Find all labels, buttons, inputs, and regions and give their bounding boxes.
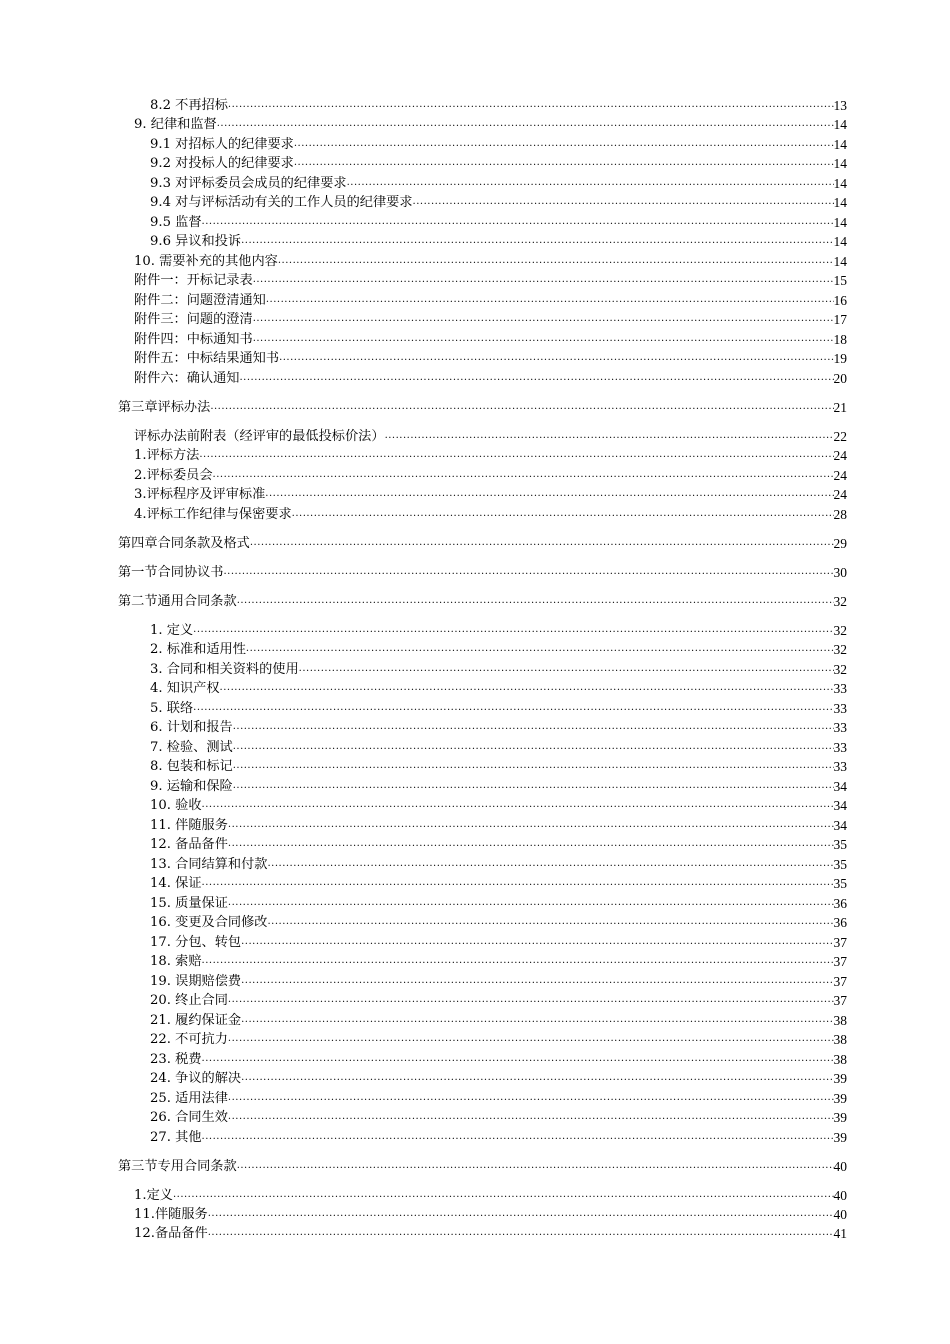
toc-entry-page-number: 37 <box>833 935 847 950</box>
toc-entry-page-number: 39 <box>833 1130 847 1145</box>
dot-leader <box>202 798 834 810</box>
dot-leader <box>299 662 834 674</box>
toc-entry-title: 第三章评标办法 <box>118 400 211 415</box>
toc-entry-title: 1.评标方法 <box>134 448 200 463</box>
toc-entry[interactable] <box>150 872 847 891</box>
toc-entry-title: 2. 标准和适用性 <box>150 642 246 657</box>
toc-entry-page-number: 13 <box>833 98 847 113</box>
dot-leader <box>193 623 833 635</box>
toc-entry-title: 25. 适用法律 <box>150 1091 228 1106</box>
toc-entry-title: 17. 分包、转包 <box>150 935 242 950</box>
toc-entry[interactable] <box>118 561 847 580</box>
toc-entry[interactable] <box>150 638 847 657</box>
toc-entry[interactable] <box>150 833 847 852</box>
toc-entry-page-number: 21 <box>833 400 847 415</box>
toc-entry-page-number: 14 <box>833 117 847 132</box>
toc-entry-title: 16. 变更及合同修改 <box>150 915 268 930</box>
toc-entry[interactable] <box>150 931 847 950</box>
toc-entry-title: 3.评标程序及评审标准 <box>134 487 266 502</box>
toc-entry-page-number: 34 <box>833 779 847 794</box>
toc-entry-title: 第四章合同条款及格式 <box>118 536 250 551</box>
toc-entry[interactable] <box>150 775 847 794</box>
toc-entry[interactable] <box>150 152 847 171</box>
dot-leader <box>210 400 833 412</box>
dot-leader <box>202 1052 834 1064</box>
dot-leader <box>208 1207 834 1219</box>
toc-entry[interactable] <box>150 1048 847 1067</box>
toc-entry-page-number: 35 <box>833 837 847 852</box>
toc-entry-page-number: 14 <box>833 176 847 191</box>
toc-entry-title: 第三节专用合同条款 <box>118 1159 237 1174</box>
toc-entry[interactable] <box>150 892 847 911</box>
toc-entry[interactable] <box>150 1106 847 1125</box>
toc-entry-page-number: 33 <box>833 759 847 774</box>
toc-entry-page-number: 14 <box>833 156 847 171</box>
dot-leader <box>385 429 834 441</box>
dot-leader <box>253 312 834 324</box>
toc-entry-title: 13. 合同结算和付款 <box>150 857 268 872</box>
toc-entry[interactable] <box>118 532 847 551</box>
toc-entry[interactable] <box>150 794 847 813</box>
dot-leader <box>278 254 834 266</box>
toc-entry[interactable] <box>134 347 847 366</box>
toc-entry-page-number: 33 <box>833 740 847 755</box>
dot-leader <box>241 974 833 986</box>
toc-entry[interactable] <box>150 911 847 930</box>
toc-entry-title: 14. 保证 <box>150 876 202 891</box>
toc-entry[interactable] <box>134 425 847 444</box>
toc-entry-title: 26. 合同生效 <box>150 1110 228 1125</box>
toc-entry-title: 11.伴随服务 <box>134 1207 208 1222</box>
toc-entry-title: 5. 联络 <box>150 701 194 716</box>
toc-entry-page-number: 14 <box>833 137 847 152</box>
dot-leader <box>217 117 834 129</box>
dot-leader <box>241 935 833 947</box>
toc-entry[interactable] <box>134 1203 847 1222</box>
toc-entry-title: 19. 误期赔偿费 <box>150 974 242 989</box>
toc-entry[interactable] <box>150 94 847 113</box>
toc-entry-page-number: 38 <box>833 1032 847 1047</box>
toc-entry-page-number: 33 <box>833 681 847 696</box>
dot-leader <box>240 371 834 383</box>
dot-leader <box>241 1013 833 1025</box>
toc-entry[interactable] <box>134 250 847 269</box>
toc-entry-title: 附件五：中标结果通知书 <box>134 351 280 366</box>
dot-leader <box>347 176 834 188</box>
toc-entry[interactable] <box>150 970 847 989</box>
dot-leader <box>228 1110 834 1122</box>
toc-entry[interactable] <box>134 367 847 386</box>
toc-entry-title: 9.2 对投标人的纪律要求 <box>150 156 294 171</box>
dot-leader <box>224 565 834 577</box>
toc-entry[interactable] <box>150 755 847 774</box>
toc-entry-page-number: 29 <box>833 536 847 551</box>
toc-entry-page-number: 39 <box>833 1091 847 1106</box>
toc-entry[interactable] <box>150 1087 847 1106</box>
toc-entry-title: 9.3 对评标委员会成员的纪律要求 <box>150 176 347 191</box>
dot-leader <box>199 448 833 460</box>
toc-entry-page-number: 18 <box>833 332 847 347</box>
toc-entry-title: 6. 计划和报告 <box>150 720 233 735</box>
toc-entry[interactable] <box>150 1067 847 1086</box>
toc-entry-page-number: 32 <box>833 662 847 677</box>
toc-entry[interactable] <box>150 211 847 230</box>
toc-entry-title: 12.备品备件 <box>134 1226 208 1241</box>
toc-entry-page-number: 30 <box>833 565 847 580</box>
toc-entry-title: 9.4 对与评标活动有关的工作人员的纪律要求 <box>150 195 413 210</box>
toc-entry-page-number: 38 <box>833 1052 847 1067</box>
dot-leader <box>246 642 834 654</box>
toc-entry[interactable] <box>134 289 847 308</box>
toc-entry[interactable] <box>134 1222 847 1241</box>
toc-entry-page-number: 40 <box>833 1159 847 1174</box>
toc-entry-title: 附件二：问题澄清通知 <box>134 293 266 308</box>
dot-leader <box>267 915 833 927</box>
toc-entry-page-number: 39 <box>833 1110 847 1125</box>
toc-entry[interactable] <box>134 464 847 483</box>
toc-entry-page-number: 36 <box>833 915 847 930</box>
toc-entry[interactable] <box>134 328 847 347</box>
toc-entry-page-number: 14 <box>833 195 847 210</box>
dot-leader <box>413 195 834 207</box>
dot-leader <box>292 507 834 519</box>
toc-entry-page-number: 22 <box>833 429 847 444</box>
toc-entry-title: 9.1 对招标人的纪律要求 <box>150 137 294 152</box>
dot-leader <box>228 818 834 830</box>
toc-entry-page-number: 14 <box>833 234 847 249</box>
toc-entry-title: 24. 争议的解决 <box>150 1071 242 1086</box>
dot-leader <box>208 1226 834 1238</box>
dot-leader <box>202 1130 834 1142</box>
toc-entry-title: 10. 需要补充的其他内容 <box>134 254 278 269</box>
toc-entry-title: 评标办法前附表（经评审的最低投标价法） <box>134 429 385 444</box>
toc-entry-page-number: 37 <box>833 974 847 989</box>
toc-entry[interactable] <box>150 1028 847 1047</box>
toc-entry-page-number: 19 <box>833 351 847 366</box>
toc-entry-title: 第一节合同协议书 <box>118 565 224 580</box>
dot-leader <box>241 1071 833 1083</box>
toc-entry[interactable] <box>150 619 847 638</box>
dot-leader <box>250 536 834 548</box>
toc-entry-page-number: 37 <box>833 954 847 969</box>
dot-leader <box>233 779 834 791</box>
toc-entry[interactable] <box>150 950 847 969</box>
toc-entry-page-number: 39 <box>833 1071 847 1086</box>
toc-entry[interactable] <box>150 853 847 872</box>
toc-entry-page-number: 34 <box>833 818 847 833</box>
toc-entry-title: 20. 终止合同 <box>150 993 228 1008</box>
dot-leader <box>228 98 834 110</box>
toc-entry-title: 附件六：确认通知 <box>134 371 240 386</box>
toc-entry[interactable] <box>134 269 847 288</box>
toc-entry-title: 10. 验收 <box>150 798 202 813</box>
toc-entry-title: 9. 纪律和监督 <box>134 117 217 132</box>
toc-entry-title: 12. 备品备件 <box>150 837 228 852</box>
toc-entry-title: 9. 运输和保险 <box>150 779 233 794</box>
toc-entry-page-number: 24 <box>833 448 847 463</box>
dot-leader <box>213 468 834 480</box>
toc-entry-title: 7. 检验、测试 <box>150 740 233 755</box>
toc-entry[interactable] <box>150 230 847 249</box>
toc-entry-title: 15. 质量保证 <box>150 896 228 911</box>
dot-leader <box>237 1159 834 1171</box>
dot-leader <box>228 837 834 849</box>
dot-leader <box>228 1091 834 1103</box>
toc-entry-page-number: 32 <box>833 642 847 657</box>
toc-entry-page-number: 28 <box>833 507 847 522</box>
toc-entry-page-number: 38 <box>833 1013 847 1028</box>
toc-entry-title: 21. 履约保证金 <box>150 1013 242 1028</box>
toc-entry-page-number: 32 <box>833 623 847 638</box>
dot-leader <box>228 896 834 908</box>
toc-entry[interactable] <box>134 444 847 463</box>
toc-entry-title: 11. 伴随服务 <box>150 818 228 833</box>
toc-entry-page-number: 40 <box>833 1207 847 1222</box>
dot-leader <box>241 234 833 246</box>
toc-entry-title: 18. 索赔 <box>150 954 202 969</box>
toc-entry[interactable] <box>150 1009 847 1028</box>
toc-entry-title: 8.2 不再招标 <box>150 98 228 113</box>
toc-entry[interactable] <box>150 677 847 696</box>
toc-entry[interactable] <box>150 814 847 833</box>
dot-leader <box>294 156 834 168</box>
toc-entry-title: 第二节通用合同条款 <box>118 594 237 609</box>
toc-entry-title: 1.定义 <box>134 1188 173 1203</box>
toc-entry-title: 8. 包装和标记 <box>150 759 233 774</box>
toc-entry-title: 4.评标工作纪律与保密要求 <box>134 507 292 522</box>
toc-entry[interactable] <box>134 1184 847 1203</box>
toc-entry-page-number: 24 <box>833 468 847 483</box>
toc-entry-page-number: 33 <box>833 720 847 735</box>
toc-entry-title: 附件一：开标记录表 <box>134 273 253 288</box>
toc-entry[interactable] <box>150 989 847 1008</box>
toc-entry-page-number: 20 <box>833 371 847 386</box>
toc-entry-page-number: 14 <box>833 215 847 230</box>
toc-entry[interactable] <box>150 133 847 152</box>
toc-entry[interactable] <box>150 172 847 191</box>
toc-entry-title: 4. 知识产权 <box>150 681 220 696</box>
toc-entry-title: 22. 不可抗力 <box>150 1032 228 1047</box>
dot-leader <box>294 137 834 149</box>
dot-leader <box>266 293 834 305</box>
dot-leader <box>202 876 834 888</box>
toc-entry[interactable] <box>134 483 847 502</box>
toc-entry-page-number: 24 <box>833 487 847 502</box>
toc-entry-page-number: 15 <box>833 273 847 288</box>
toc-entry-title: 1. 定义 <box>150 623 194 638</box>
toc-entry[interactable] <box>118 1155 847 1174</box>
toc-entry-title: 9.6 异议和投诉 <box>150 234 242 249</box>
toc-entry-page-number: 35 <box>833 857 847 872</box>
dot-leader <box>253 332 834 344</box>
toc-entry-page-number: 33 <box>833 701 847 716</box>
toc-entry-title: 27. 其他 <box>150 1130 202 1145</box>
dot-leader <box>233 740 834 752</box>
toc-entry[interactable] <box>150 716 847 735</box>
dot-leader <box>253 273 834 285</box>
toc-entry-title: 3. 合同和相关资料的使用 <box>150 662 299 677</box>
toc-entry-title: 23. 税费 <box>150 1052 202 1067</box>
dot-leader <box>228 1032 834 1044</box>
toc-entry-page-number: 35 <box>833 876 847 891</box>
toc-entry[interactable] <box>150 1126 847 1145</box>
dot-leader <box>173 1188 834 1200</box>
toc-entry-page-number: 17 <box>833 312 847 327</box>
toc-entry[interactable] <box>150 191 847 210</box>
toc-entry[interactable] <box>134 503 847 522</box>
toc-entry-page-number: 37 <box>833 993 847 1008</box>
dot-leader <box>220 681 834 693</box>
toc-entry-page-number: 41 <box>833 1226 847 1241</box>
toc-entry-page-number: 16 <box>833 293 847 308</box>
dot-leader <box>267 857 833 869</box>
toc-entry-page-number: 40 <box>833 1188 847 1203</box>
dot-leader <box>233 759 834 771</box>
toc-entry-page-number: 36 <box>833 896 847 911</box>
dot-leader <box>228 993 834 1005</box>
toc-entry-title: 附件四：中标通知书 <box>134 332 253 347</box>
toc-entry[interactable] <box>118 396 847 415</box>
dot-leader <box>193 701 833 713</box>
toc-entry-title: 附件三：问题的澄清 <box>134 312 253 327</box>
toc-entry-page-number: 14 <box>833 254 847 269</box>
toc-entry[interactable] <box>134 308 847 327</box>
toc-entry[interactable] <box>150 658 847 677</box>
toc-entry-page-number: 32 <box>833 594 847 609</box>
toc-entry[interactable] <box>118 590 847 609</box>
toc-entry-page-number: 34 <box>833 798 847 813</box>
dot-leader <box>265 487 833 499</box>
dot-leader <box>233 720 834 732</box>
dot-leader <box>237 594 834 606</box>
dot-leader <box>202 954 834 966</box>
toc-entry-title: 2.评标委员会 <box>134 468 213 483</box>
toc-entry[interactable] <box>134 113 847 132</box>
toc-entry[interactable] <box>150 736 847 755</box>
dot-leader <box>202 215 834 227</box>
toc-entry[interactable] <box>150 697 847 716</box>
toc-entry-title: 9.5 监督 <box>150 215 202 230</box>
dot-leader <box>279 351 833 363</box>
